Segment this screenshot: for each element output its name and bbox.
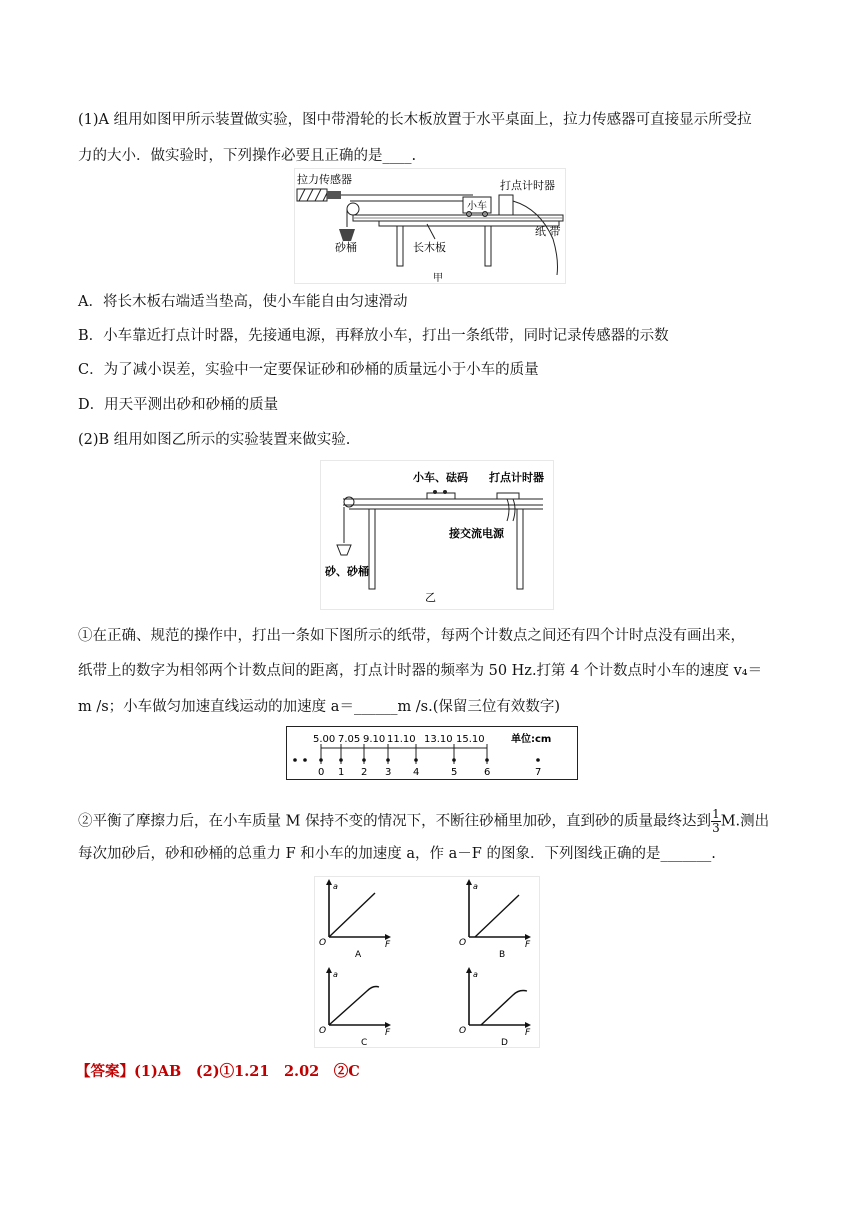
tape-distance: 13.10 xyxy=(424,734,453,745)
paper-tape xyxy=(286,726,578,780)
graph-d xyxy=(459,967,531,1047)
tape-point: 2 xyxy=(361,767,368,778)
bucket-label-2: 砂、砂桶 xyxy=(325,565,369,578)
q1-line-2: 力的大小．做实验时，下列操作必要且正确的是____. xyxy=(78,148,417,164)
fraction-denominator: 3 xyxy=(712,821,720,835)
figure-jia xyxy=(294,168,566,284)
origin-label: O xyxy=(459,938,467,948)
q2-sub2-line-1 xyxy=(78,808,769,835)
figure-yi xyxy=(320,460,554,610)
sensor-label: 拉力传感器 xyxy=(297,173,352,186)
graph-b xyxy=(459,879,531,960)
axis-y-label: a xyxy=(333,882,338,891)
answer-line xyxy=(76,1062,360,1082)
origin-label: O xyxy=(319,1026,327,1036)
graph-c xyxy=(319,967,391,1047)
tape-point: 1 xyxy=(338,767,345,778)
axis-y-label: a xyxy=(473,882,478,891)
tape-point: 3 xyxy=(385,767,392,778)
tape-unit: 单位:cm xyxy=(511,734,552,745)
axis-x-label: F xyxy=(385,940,391,950)
timer-label: 打点计时器 xyxy=(500,179,555,192)
axis-x-label: F xyxy=(525,1028,531,1038)
q2-sub2-line-2: 每次加砂后，砂和砂桶的总重力 F 和小车的加速度 a，作 a－F 的图象．下列图线正确的是_______. xyxy=(78,846,716,862)
figure-jia-caption: 甲 xyxy=(433,273,443,283)
graph-a-label: A xyxy=(355,950,362,960)
tape-point: 7 xyxy=(535,767,542,778)
axis-y-label: a xyxy=(473,970,478,979)
bucket-label: 砂桶 xyxy=(335,241,357,254)
q1-line-1: (1)A 组用如图甲所示装置做实验，图中带滑轮的长木板放置于水平桌面上，拉力传感器可直接显示所受拉 xyxy=(78,112,752,128)
tape-label: 纸 带 xyxy=(535,225,561,238)
q2-sub1-line-2: 纸带上的数字为相邻两个计数点间的距离，打点计时器的频率为 50 Hz.打第 4 个计数点时小车的速度 v₄＝ xyxy=(78,663,763,679)
option-b: B．小车靠近打点计时器，先接通电源，再释放小车，打出一条纸带，同时记录传感器的示数 xyxy=(78,328,669,344)
tape-distance: 7.05 xyxy=(338,734,361,745)
tape-point: 0 xyxy=(318,767,325,778)
origin-label: O xyxy=(319,938,327,948)
option-d: D．用天平测出砂和砂桶的质量 xyxy=(78,397,279,413)
tape-distance: 5.00 xyxy=(313,734,336,745)
axis-x-label: F xyxy=(525,940,531,950)
graph-b-label: B xyxy=(499,950,506,960)
answer-text: (1)AB (2)①1.21 2.02 ②C xyxy=(134,1063,360,1080)
option-c: C．为了减小误差，实验中一定要保证砂和砂桶的质量远小于小车的质量 xyxy=(78,362,539,378)
q2-sub2-text-after: M.测出 xyxy=(720,813,770,830)
answer-label: 【答案】 xyxy=(76,1063,134,1080)
figure-yi-caption: 乙 xyxy=(425,591,436,604)
board-label: 长木板 xyxy=(413,241,446,254)
graph-d-label: D xyxy=(501,1038,508,1047)
q2-intro: (2)B 组用如图乙所示的实验装置来做实验. xyxy=(78,432,351,448)
cart-label: 小车 xyxy=(467,201,487,212)
q2-sub1-line-1: ①在正确、规范的操作中，打出一条如下图所示的纸带，每两个计数点之间还有四个计时点没有画出来， xyxy=(78,628,745,644)
tape-distance: 9.10 xyxy=(363,734,386,745)
tape-distance: 11.10 xyxy=(387,734,416,745)
tape-distance: 15.10 xyxy=(456,734,485,745)
tape-point: 5 xyxy=(451,767,458,778)
axis-y-label: a xyxy=(333,970,338,979)
graph-a xyxy=(319,879,391,960)
power-label: 接交流电源 xyxy=(449,527,504,540)
fraction-numerator: 1 xyxy=(712,807,720,821)
af-graphs xyxy=(314,876,540,1048)
q2-sub1-line-3: m /s；小车做匀加速直线运动的加速度 a＝______m /s.(保留三位有效数字) xyxy=(78,699,561,715)
option-a: A．将长木板右端适当垫高，使小车能自由匀速滑动 xyxy=(78,294,408,310)
tape-point: 4 xyxy=(413,767,420,778)
axis-x-label: F xyxy=(385,1028,391,1038)
cart-weights-label: 小车、砝码 xyxy=(413,471,468,484)
q2-sub2-text-before: ②平衡了摩擦力后，在小车质量 M 保持不变的情况下，不断往砂桶里加砂，直到砂的质量最终达到 xyxy=(78,813,712,830)
tape-point: 6 xyxy=(484,767,491,778)
fraction-one-third xyxy=(711,808,721,835)
graph-c-label: C xyxy=(361,1038,368,1047)
timer-label-2: 打点计时器 xyxy=(489,471,544,484)
origin-label: O xyxy=(459,1026,467,1036)
